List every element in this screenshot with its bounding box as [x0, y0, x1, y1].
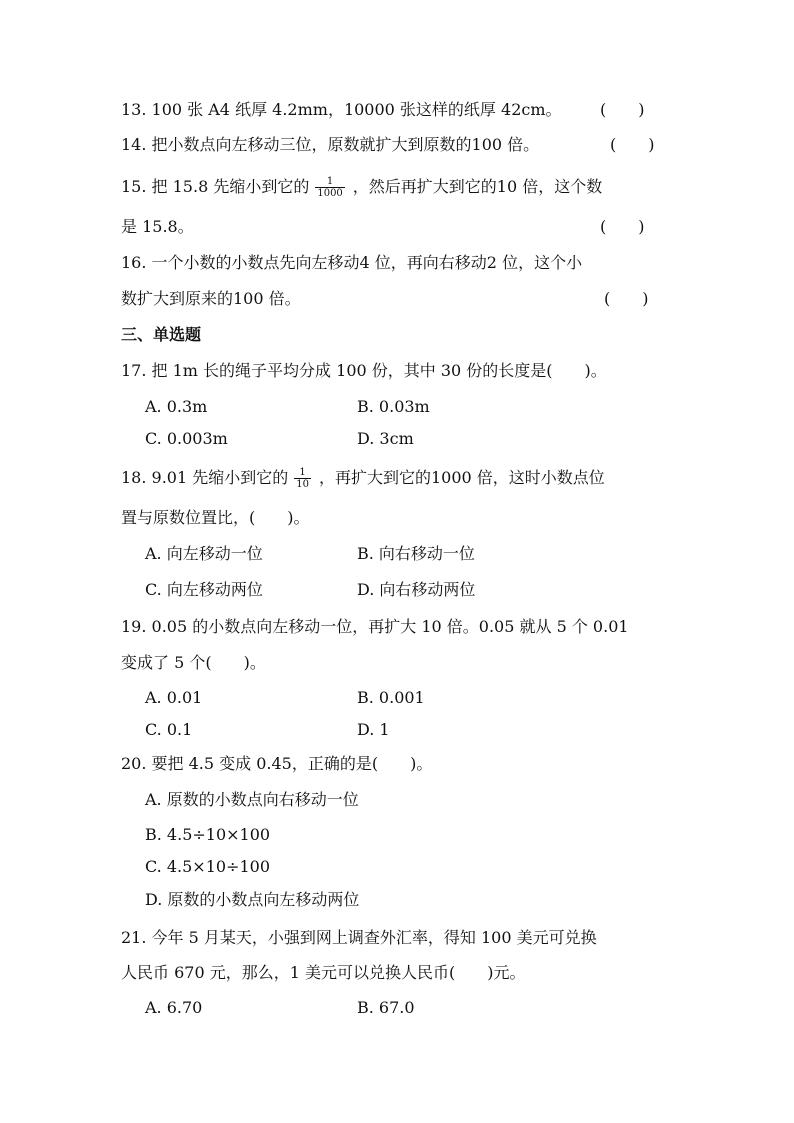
question-15-fraction	[315, 176, 344, 199]
question-16-line-1: 16. 一个小数的小数点先向左移动4 位，再向右移动2 位，这个小	[121, 253, 583, 272]
question-19-option-a: A. 0.01	[145, 688, 203, 707]
question-18-option-c: C. 向左移动两位	[145, 580, 263, 599]
question-13-answer-blank: ( )	[600, 100, 645, 119]
question-20: 20. 要把 4.5 变成 0.45，正确的是( )。	[121, 754, 433, 773]
question-20-option-b: B. 4.5÷10×100	[145, 825, 271, 844]
question-15-pre: 15. 把 15.8 先缩小到它的	[121, 177, 310, 196]
question-19-line-1: 19. 0.05 的小数点向左移动一位，再扩大 10 倍。0.05 就从 5 个 0.01	[121, 617, 629, 636]
question-20-option-d: D. 原数的小数点向左移动两位	[145, 890, 360, 909]
question-18-pre: 18. 9.01 先缩小到它的	[121, 468, 289, 487]
question-15-line-2: 是 15.8。	[121, 217, 194, 236]
question-14: 14. 把小数点向左移动三位，原数就扩大到原数的100 倍。	[121, 135, 540, 154]
question-19-line-2: 变成了 5 个( )。	[121, 653, 266, 672]
question-18-option-a: A. 向左移动一位	[145, 544, 263, 563]
question-15-post: ，然后再扩大到它的10 倍，这个数	[352, 177, 603, 196]
question-17-option-c: C. 0.003m	[145, 429, 228, 448]
question-18-post: ，再扩大到它的1000 倍，这时小数点位	[318, 468, 605, 487]
question-13: 13. 100 张 A4 纸厚 4.2mm，10000 张这样的纸厚 42cm。	[121, 100, 562, 119]
question-16-answer-blank: ( )	[604, 289, 649, 308]
question-17-option-a: A. 0.3m	[145, 397, 208, 416]
question-17: 17. 把 1m 长的绳子平均分成 100 份，其中 30 份的长度是( )。	[121, 361, 607, 380]
question-21-option-b: B. 67.0	[357, 998, 415, 1017]
question-18-option-d: D. 向右移动两位	[357, 580, 476, 599]
question-17-option-b: B. 0.03m	[357, 397, 430, 416]
question-21-line-1: 21. 今年 5 月某天，小强到网上调查外汇率，得知 100 美元可兑换	[121, 928, 597, 947]
question-18-fraction	[294, 467, 311, 490]
fraction-denominator: 1000	[317, 188, 343, 199]
question-14-answer-blank: ( )	[610, 135, 655, 154]
question-17-option-d: D. 3cm	[357, 429, 414, 448]
fraction-numerator: 1	[299, 467, 306, 478]
question-19-option-b: B. 0.001	[357, 688, 425, 707]
question-20-option-c: C. 4.5×10÷100	[145, 857, 270, 876]
question-15-line-1	[121, 176, 602, 199]
question-21-line-2: 人民币 670 元，那么，1 美元可以兑换人民币( )元。	[121, 963, 526, 982]
question-21-option-a: A. 6.70	[145, 998, 203, 1017]
question-15-answer-blank: ( )	[600, 217, 645, 236]
question-19-option-d: D. 1	[357, 720, 390, 739]
fraction-denominator: 10	[296, 479, 309, 490]
question-20-option-a: A. 原数的小数点向右移动一位	[145, 790, 359, 809]
fraction-numerator: 1	[326, 176, 334, 187]
section-heading-single-choice: 三、单选题	[121, 325, 202, 344]
question-19-option-c: C. 0.1	[145, 720, 193, 739]
question-18-line-2: 置与原数位置比，( )。	[121, 508, 310, 527]
question-18-option-b: B. 向右移动一位	[357, 544, 475, 563]
question-18-line-1	[121, 467, 605, 490]
question-16-line-2: 数扩大到原来的100 倍。	[121, 289, 301, 308]
